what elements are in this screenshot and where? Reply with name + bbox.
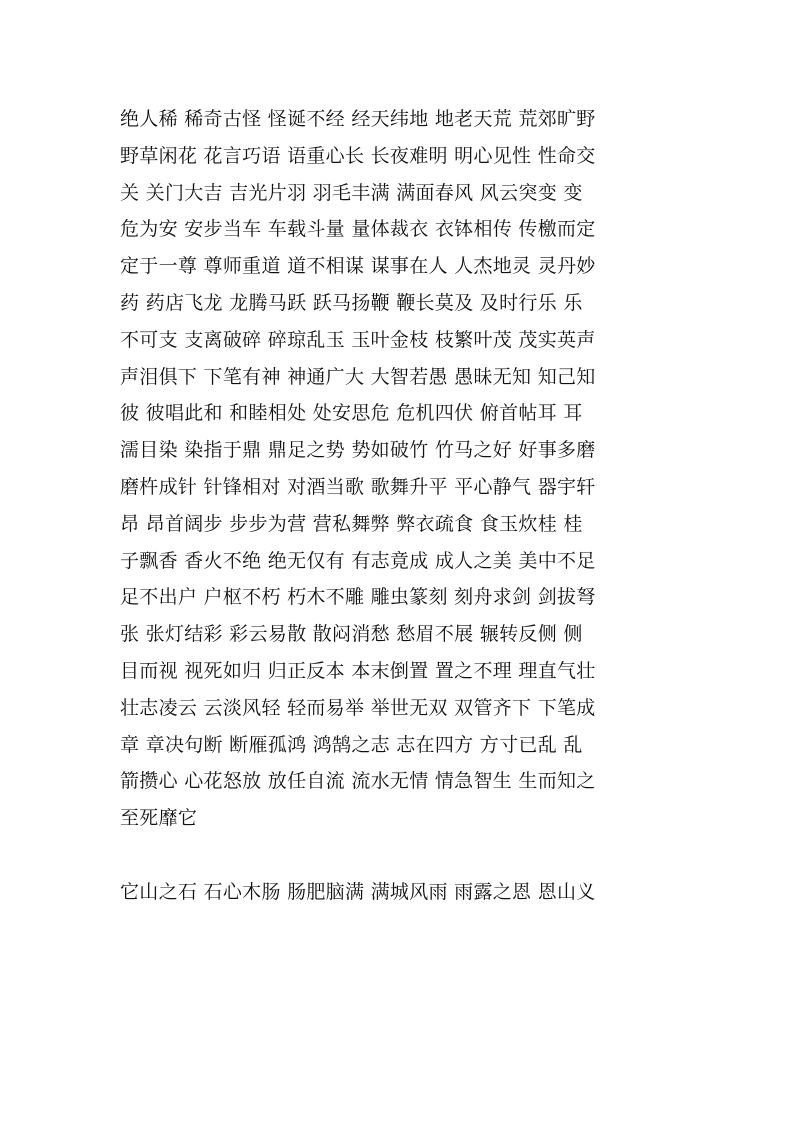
text-line: 彼 彼唱此和 和睦相处 处安思危 危机四伏 俯首帖耳 耳 (120, 402, 583, 425)
text-line: 绝人稀 稀奇古怪 怪诞不经 经天纬地 地老天荒 荒郊旷野 (120, 108, 596, 130)
text-line: 濡目染 染指于鼎 鼎足之势 势如破竹 竹马之好 好事多磨 (120, 439, 596, 462)
document-body (120, 101, 680, 911)
text-line: 野草闲花 花言巧语 语重心长 长夜难明 明心见性 性命交 (120, 144, 596, 167)
text-line: 声泪俱下 下笔有神 神通广大 大智若愚 愚昧无知 知己知 (120, 365, 596, 388)
text-line: 药 药店飞龙 龙腾马跃 跃马扬鞭 鞭长莫及 及时行乐 乐 (120, 291, 583, 314)
text-line: 箭攒心 心花怒放 放任自流 流水无情 情急智生 生而知之 (120, 770, 596, 793)
text-line: 它山之石 石心木肠 肠肥脑满 满城风雨 雨露之恩 恩山义 (120, 880, 596, 903)
text-line: 章 章决句断 断雁孤鸿 鸿鹄之志 志在四方 方寸已乱 乱 (120, 733, 583, 756)
text-line: 危为安 安步当车 车载斗量 量体裁衣 衣钵相传 传檄而定 (120, 218, 596, 241)
text-line: 壮志凌云 云淡风轻 轻而易举 举世无双 双管齐下 下笔成 (120, 696, 596, 719)
text-line: 定于一尊 尊师重道 道不相谋 谋事在人 人杰地灵 灵丹妙 (120, 255, 596, 278)
text-line: 张 张灯结彩 彩云易散 散闷消愁 愁眉不展 辗转反侧 侧 (120, 623, 583, 646)
text-line: 至死靡它 (120, 807, 198, 830)
text-line: 足不出户 户枢不朽 朽木不雕 雕虫篆刻 刻舟求剑 剑拔弩 (120, 586, 596, 609)
text-line: 昂 昂首阔步 步步为营 营私舞弊 弊衣疏食 食玉炊桂 桂 (120, 512, 583, 535)
idiom-chain-paragraph-1 (120, 101, 680, 837)
text-line: 关 关门大吉 吉光片羽 羽毛丰满 满面春风 风云突变 变 (120, 181, 583, 204)
text-line: 子飘香 香火不绝 绝无仅有 有志竟成 成人之美 美中不足 (120, 549, 596, 572)
text-line: 磨杵成针 针锋相对 对酒当歌 歌舞升平 平心静气 器宇轩 (120, 475, 596, 498)
idiom-chain-paragraph-2 (120, 874, 680, 911)
text-line: 不可支 支离破碎 碎琼乱玉 玉叶金枝 枝繁叶茂 茂实英声 (120, 328, 596, 351)
paragraph-gap (120, 837, 680, 874)
text-line: 目而视 视死如归 归正反本 本末倒置 置之不理 理直气壮 (120, 659, 596, 682)
